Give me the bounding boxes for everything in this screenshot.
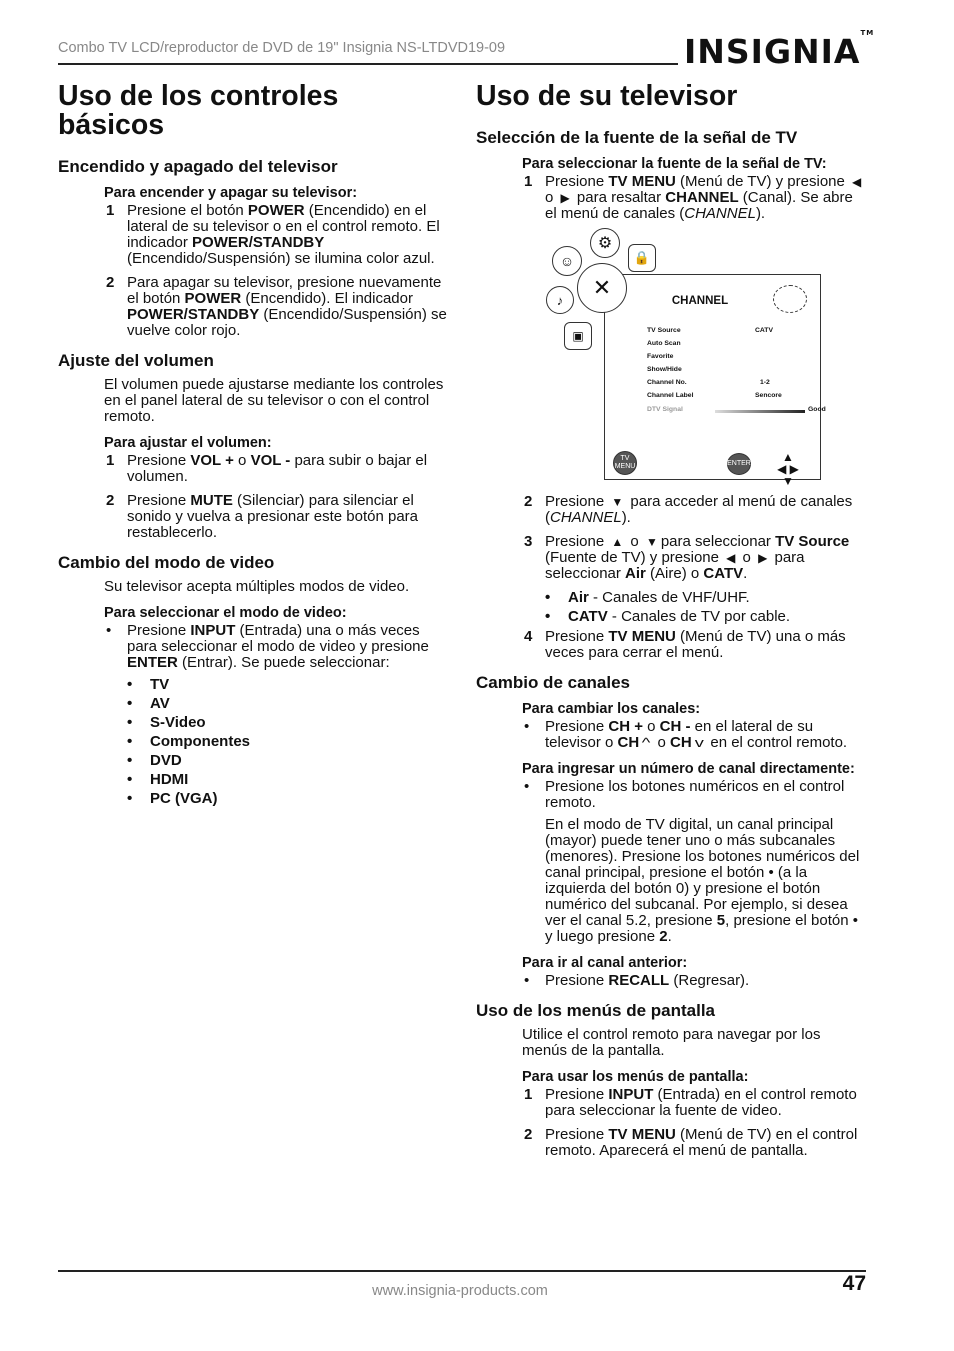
osd-step-2: 2 Presione TV MENU (Menú de TV) en el control remoto. Aparecerá el menú de pantalla. (524, 1126, 858, 1159)
pc-icon: ▣ (564, 322, 592, 350)
channel-menu-figure (552, 232, 826, 488)
menu-row-label: Channel No. (647, 379, 687, 386)
osd-step-1: 1 Presione INPUT (Entrada) en el control remoto para seleccionar la fuente de video. (524, 1086, 857, 1119)
left-column (58, 82, 450, 810)
audio-icon: ♪ (546, 286, 574, 314)
dpad-icon: ▲ ◀ ▶ ▼ (777, 450, 799, 488)
mode-item: • S-Video (58, 715, 450, 731)
heading-power: Encendido y apagado del televisor (58, 157, 338, 176)
chevron-down-icon: v (694, 735, 704, 750)
sub-previous-channel: Para ir al canal anterior: (522, 955, 688, 971)
running-header: Combo TV LCD/reproductor de DVD de 19" Insignia NS-LTDVD19-09 (58, 40, 506, 56)
menu-row-label: TV Source (647, 327, 681, 334)
mode-item: • TV (58, 677, 450, 693)
menu-row-value: Sencore (755, 392, 782, 399)
down-arrow-icon: ▼ (611, 495, 624, 509)
heading-video-mode: Cambio del modo de video (58, 553, 275, 572)
source-option: • Air - Canales de VHF/UHF. (476, 590, 868, 606)
source-step-4: 4 Presione TV MENU (Menú de TV) una o más veces para cerrar el menú. (524, 628, 846, 661)
right-arrow-icon: ▶ (560, 191, 570, 205)
left-arrow-icon: ◀ (852, 175, 862, 189)
menu-row-value: CATV (755, 327, 773, 334)
video-intro: Su televisor acepta múltiples modos de video. (104, 578, 410, 595)
footer-url: www.insignia-products.com (372, 1283, 548, 1299)
logo-text: INSIGNIA (684, 32, 861, 71)
mode-item: • Componentes (58, 734, 450, 750)
menu-row-label: Auto Scan (647, 340, 681, 347)
menu-row-label: DTV Signal (647, 406, 683, 413)
volume-step-1: 1 Presione VOL + o VOL - para subir o bajar el volumen. (106, 452, 428, 485)
menu-row-value: 1-2 (760, 379, 770, 386)
volume-intro: El volumen puede ajustarse mediante los controles en el panel lateral de su televisor o con el control remoto. (104, 376, 444, 425)
lock-icon: 🔒 (628, 244, 656, 272)
sub-osd: Para usar los menús de pantalla: (522, 1069, 749, 1085)
menu-row-label: Favorite (647, 353, 674, 360)
heading-change-channels: Cambio de canales (476, 673, 631, 692)
heading-signal-source: Selección de la fuente de la señal de TV (476, 128, 798, 147)
mode-item: • AV (58, 696, 450, 712)
channels-bullet-1: • Presione CH + o CH - en el lateral de su televisor o CH ^ o CH v en el control remoto. (476, 719, 868, 751)
menu-row-label: Show/Hide (647, 366, 682, 373)
sub-video: Para seleccionar el modo de video: (104, 605, 347, 621)
up-arrow-icon: ▲ (611, 535, 624, 549)
video-bullet: • Presione INPUT (Entrada) una o más veces para seleccionar el modo de video y presione ENTER (Entrar). Se puede seleccionar: (58, 623, 450, 671)
sub-source: Para seleccionar la fuente de la señal de TV: (522, 156, 827, 172)
channels-bullet-3: • Presione RECALL (Regresar). (476, 973, 868, 989)
channel-satellite-icon: ✕ (577, 263, 627, 313)
footer-rule (58, 1270, 866, 1272)
menu-row-label: Channel Label (647, 392, 694, 399)
channels-bullet-2: • Presione los botones numéricos en el control remoto. (476, 779, 868, 811)
header-rule (58, 63, 678, 65)
source-option: • CATV - Canales de TV por cable. (476, 609, 868, 625)
menu-decor-icon (773, 285, 807, 313)
source-step-3: 3 Presione ▲ o ▼ para seleccionar TV Source (Fuente de TV) y presione ◀ o ▶ para seleccionar Air (Aire) o CATV. (524, 533, 850, 582)
tv-menu-button: TV MENU (613, 451, 637, 475)
sub-direct-channel: Para ingresar un número de canal directamente: (522, 761, 855, 777)
chevron-up-icon: ^ (641, 735, 651, 750)
trademark: TM (860, 29, 875, 37)
settings-gear-icon: ⚙ (590, 228, 620, 258)
heading-volume: Ajuste del volumen (58, 351, 214, 370)
volume-step-2: 2 Presione MUTE (Silenciar) para silenciar el sonido y vuelva a presionar este botón para restablecerlo. (106, 492, 419, 541)
digital-subchannel-note: En el modo de TV digital, un canal principal (mayor) puede tener uno o más subcanales (menores). Presione los botones numéricos del canal principal, presione el botón • (a la izquierda del botón 0) y presione el botón numérico del subcanal. Por ejemplo, si desea ver el canal 5.2, presione 5, presione el botón • y luego presione 2. (545, 816, 860, 945)
section-title-basic-controls: Uso de los controles básicos (58, 80, 339, 141)
right-column (476, 82, 868, 1167)
insignia-logo (684, 29, 875, 71)
source-step-2: 2 Presione ▼ para acceder al menú de canales (CHANNEL). (524, 493, 853, 526)
power-step-2: 2 Para apagar su televisor, presione nuevamente el botón POWER (Encendido). El indicador POWER/STANDBY (Encendido/Suspensión) se vuelve color rojo. (106, 274, 447, 339)
menu-row-value: Good (808, 406, 826, 413)
enter-button: ENTER (727, 453, 751, 475)
osd-intro: Utilice el control remoto para navegar por los menús de la pantalla. (522, 1026, 821, 1059)
sub-volume: Para ajustar el volumen: (104, 435, 272, 451)
sub-change-channels: Para cambiar los canales: (522, 701, 701, 717)
channel-menu-panel (592, 274, 826, 488)
down-arrow-icon: ▼ (645, 535, 658, 549)
mode-item: • HDMI (58, 772, 450, 788)
left-arrow-icon: ◀ (726, 551, 736, 565)
section-title-tv-use: Uso de su televisor (476, 80, 738, 112)
heading-osd-menus: Uso de los menús de pantalla (476, 1001, 716, 1020)
menu-title: CHANNEL (671, 295, 729, 307)
right-arrow-icon: ▶ (758, 551, 768, 565)
picture-icon: ☺ (552, 246, 582, 276)
signal-strength-bar (715, 410, 805, 413)
sub-power: Para encender y apagar su televisor: (104, 185, 358, 201)
page-number: 47 (842, 1272, 866, 1295)
mode-item: • DVD (58, 753, 450, 769)
power-step-1: 1 Presione el botón POWER (Encendido) en el lateral de su televisor o en el control remoto. El indicador POWER/STANDBY (Encendido/Suspensión) se ilumina color azul. (106, 202, 440, 267)
source-step-1: 1 Presione TV MENU (Menú de TV) y presione ◀ o ▶ para resaltar CHANNEL (Canal). Se abre el menú de canales (CHANNEL). (524, 173, 862, 222)
mode-item: • PC (VGA) (58, 791, 450, 807)
